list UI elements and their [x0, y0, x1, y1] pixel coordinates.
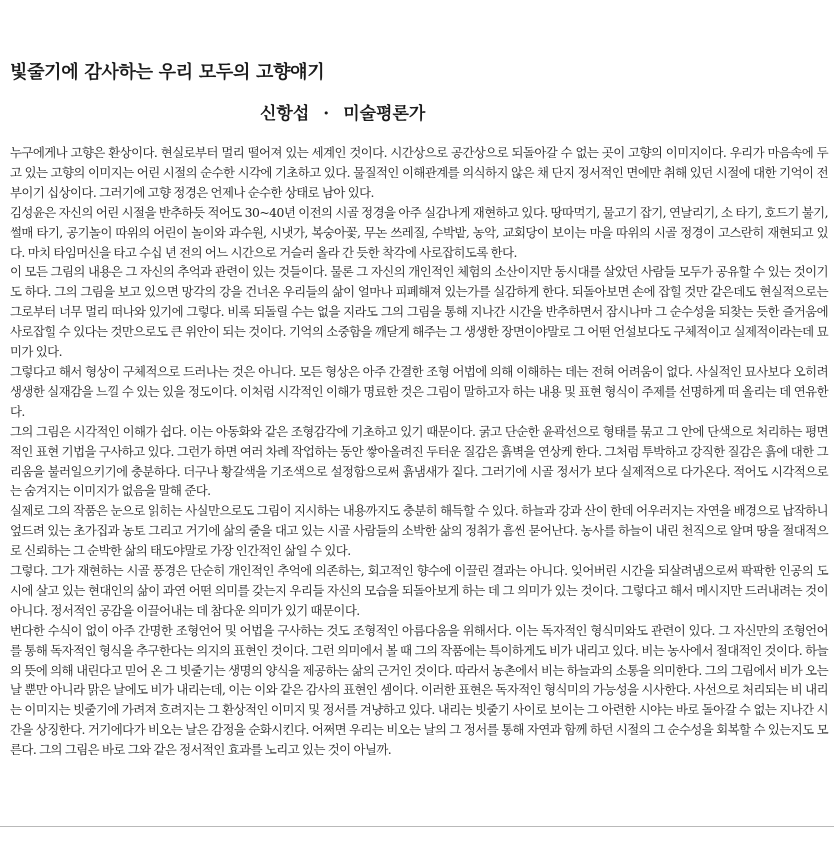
- article-body: [10, 143, 828, 760]
- bottom-divider: [0, 826, 834, 827]
- paragraph: 번다한 수식이 없이 아주 간명한 조형언어 및 어법을 구사하는 것도 조형적인 아름다움을 위해서다. 이는 독자적인 형식미와도 관련이 있다. 그 자신만의 조형언어를 통해 독자적인 형식을 추구한다는 의지의 표현인 것이다. 그런 의미에서 볼 때 그의 작품에는 특이하게도 비가 내리고 있다. 비는 농사에서 절대적인 것이다. 하늘의 뜻에 의해 내린다고 믿어 온 그 빗줄기는 생명의 양식을 제공하는 삶의 근거인 것이다. 따라서 농촌에서 비는 하늘과의 소통을 의미한다. 그의 그림에서 비가 오는 날 뿐만 아니라 맑은 날에도 비가 내리는데, 이는 이와 같은 감사의 표현인 셈이다. 이러한 표현은 독자적인 형식미의 가능성을 시사한다. 사선으로 처리되는 비 내리는 이미지는 빗줄기에 가려져 흐려지는 그 환상적인 이미지 및 정서를 겨냥하고 있다. 내리는 빗줄기 사이로 보이는 그 아련한 시야는 바로 돌아갈 수 없는 지나간 시간을 상징한다. 거기에다가 비오는 날은 감정을 순화시킨다. 어쩌면 우리는 비오는 날의 그 정서를 통해 자연과 함께 하던 시절의 그 순수성을 회복할 수 있는지도 모른다. 그의 그림은 바로 그와 같은 정서적인 효과를 노리고 있는 것이 아닐까.: [10, 622, 828, 758]
- paragraph: 그렇다고 해서 형상이 구체적으로 드러나는 것은 아니다. 모든 형상은 아주 간결한 조형 어법에 의해 이해하는 데는 전혀 어려움이 없다. 사실적인 묘사보다 오히려 생생한 실재감을 느낄 수 있는 있을 정도이다. 이처럼 시각적인 이해가 명료한 것은 그림이 말하고자 하는 내용 및 표현 형식이 주제를 선명하게 떠 올리는 데 연유한다.: [10, 363, 828, 419]
- article-title: 빛줄기에 감사하는 우리 모두의 고향얘기: [10, 62, 325, 83]
- paragraph: 김성윤은 자신의 어린 시절을 반추하듯 적어도 30~40년 이전의 시골 정경을 아주 실감나게 재현하고 있다. 땅따먹기, 물고기 잡기, 연날리기, 소 타기, 호드기 불기, 썰매 타기, 공기놀이 따위의 어린이 놀이와 과수원, 시냇가, 복숭아꽃, 무논 쓰레질, 수박밭, 농악, 교회당이 보이는 마을 따위의 시골 정경이 고스란히 재현되고 있다. 마치 타임머신을 타고 수십 년 전의 어느 시간으로 거슬러 올라 간 듯한 착각에 사로잡히도록 한다.: [10, 204, 828, 260]
- paragraph: 실제로 그의 작품은 눈으로 읽히는 사실만으로도 그림이 지시하는 내용까지도 충분히 해득할 수 있다. 하늘과 강과 산이 한데 어우러지는 자연을 배경으로 납작하니 엎드려 있는 초가집과 농토 그리고 거기에 삶의 줄을 대고 있는 시골 사람들의 소박한 삶의 정취가 흠씬 묻어난다. 농사를 하늘이 내린 천직으로 알며 땅을 절대적으로 신뢰하는 그 순박한 삶의 태도야말로 가장 인간적인 삶일 수 있다.: [10, 503, 828, 559]
- author-role: 미술평론가: [343, 104, 426, 124]
- author-name: 신항섭: [260, 104, 310, 124]
- byline: [260, 99, 425, 124]
- paragraph: 그의 그림은 시각적인 이해가 쉽다. 이는 아동화와 같은 조형감각에 기초하고 있기 때문이다. 굵고 단순한 윤곽선으로 형태를 묶고 그 안에 단색으로 처리하는 평면적인 표현 기법을 구사하고 있다. 그런가 하면 여러 차례 작업하는 동안 쌓아올려진 두터운 질감은 흙벽을 연상케 한다. 그처럼 투박하고 강직한 질감은 흙에 대한 그리움을 불러일으키기에 충분하다. 더구나 황갈색을 기조색으로 설정함으로써 흙냄새가 짙다. 그러기에 시골 정서가 보다 실제적으로 다가온다. 적어도 시각적으로는 숨겨지는 이미지가 없음을 말해 준다.: [10, 423, 828, 499]
- paragraph: 누구에게나 고향은 환상이다. 현실로부터 멀리 떨어져 있는 세계인 것이다. 시간상으로 공간상으로 되돌아갈 수 없는 곳이 고향의 이미지이다. 우리가 마음속에 두고 있는 고향의 이미지는 어린 시절의 순수한 시각에 기초하고 있다. 물질적인 이해관계를 의식하지 않은 채 단지 정서적인 면에만 취해 있던 시절에 대한 기억이 전부이기 십상이다. 그러기에 고향 정경은 언제나 순수한 상태로 남아 있다.: [10, 145, 828, 200]
- byline-separator: ·: [323, 104, 330, 124]
- paragraph: 이 모든 그림의 내용은 그 자신의 추억과 관련이 있는 것들이다. 물론 그 자신의 개인적인 체험의 소산이지만 동시대를 살았던 사람들 모두가 공유할 수 있는 것이기도 하다. 그의 그림을 보고 있으면 망각의 강을 건너온 우리들의 삶이 얼마나 피폐해져 있는가를 실감하게 한다. 되돌아보면 손에 잡힐 것만 같은데도 현실적으로는 그로부터 너무 멀리 떠나와 있기에 그렇다. 비록 되돌릴 수는 없을 지라도 그의 그림을 통해 지나간 시간을 반추하면서 잠시나마 그 순수성을 되찾는 듯한 즐거움에 사로잡힐 수 있다는 것만으로도 큰 위안이 되는 것이다. 기억의 소중함을 깨닫게 해주는 그 생생한 장면이야말로 그 어떤 언설보다도 구체적이고 실제적이라는데 묘미가 있다.: [10, 264, 828, 360]
- paragraph: 그렇다. 그가 재현하는 시골 풍경은 단순히 개인적인 추억에 의존하는, 회고적인 향수에 이끌린 결과는 아니다. 잊어버린 시간을 되살려냄으로써 팍팍한 인공의 도시에 살고 있는 현대인의 삶이 과연 어떤 의미를 갖는지 우리들 자신의 모습을 되돌아보게 하는 데 그 의미가 있는 것이다. 그렇다고 해서 메시지만 드러내려는 것이 아니다. 정서적인 공감을 이끌어내는 데 참다운 의미가 있기 때문이다.: [10, 563, 828, 618]
